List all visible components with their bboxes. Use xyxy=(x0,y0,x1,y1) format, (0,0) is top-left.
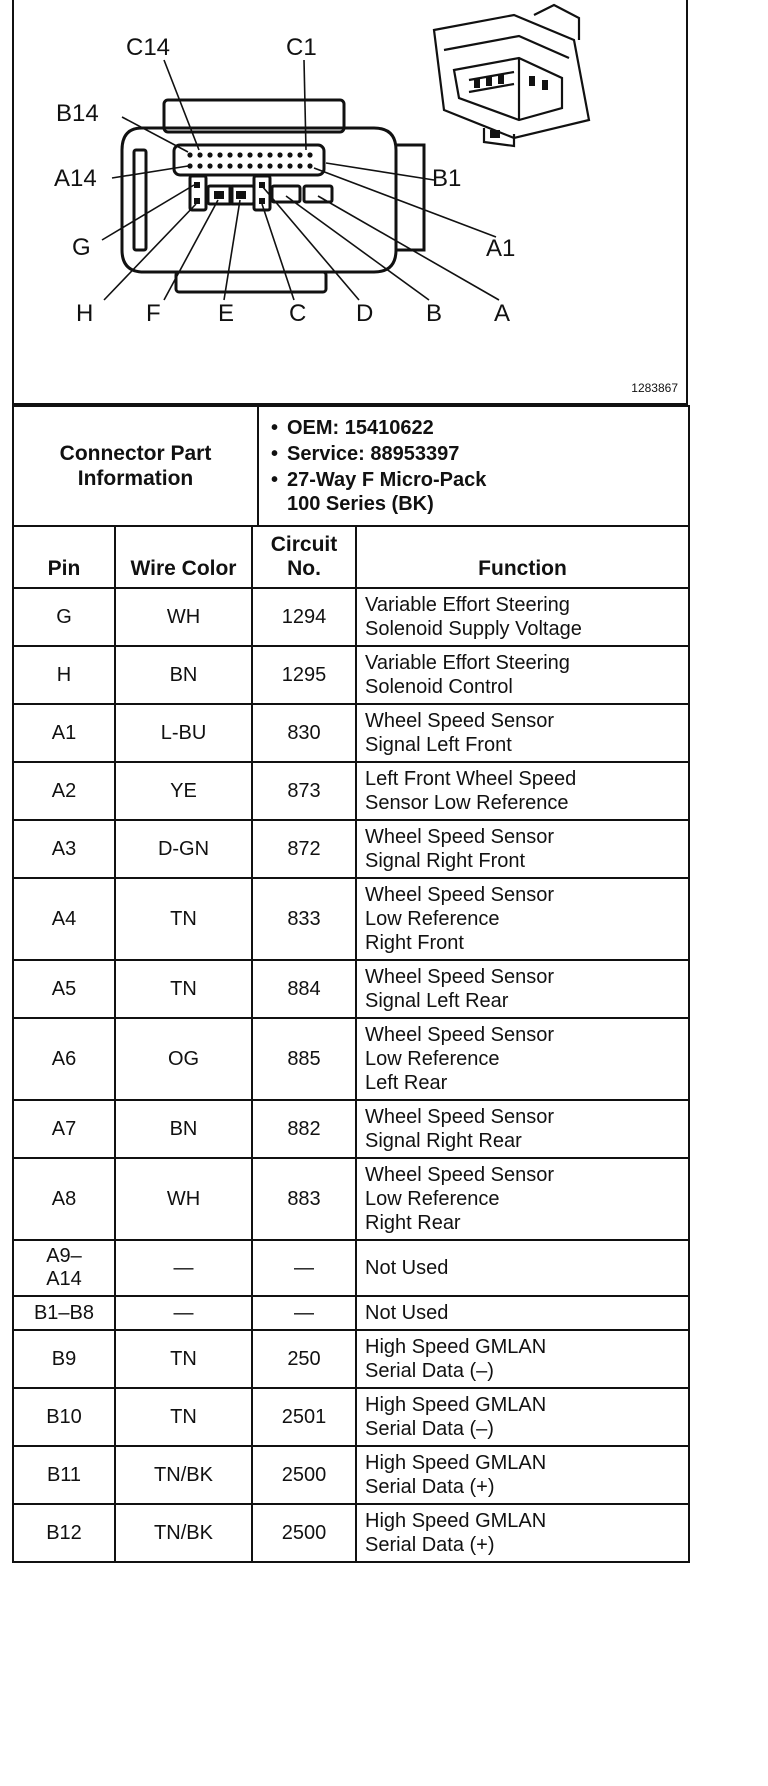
pin-cell: A8 xyxy=(13,1158,115,1240)
circuit-cell: — xyxy=(252,1240,356,1296)
connector-info-item xyxy=(269,468,678,516)
label-g: G xyxy=(72,234,91,261)
connector-figure xyxy=(12,0,688,405)
function-cell: Left Front Wheel Speed Sensor Low Reference xyxy=(356,762,689,820)
wire-color-cell: WH xyxy=(115,1158,252,1240)
function-cell: High Speed GMLAN Serial Data (+) xyxy=(356,1446,689,1504)
pin-cell: B1–B8 xyxy=(13,1296,115,1330)
table-row xyxy=(13,1504,689,1562)
function-cell: High Speed GMLAN Serial Data (–) xyxy=(356,1388,689,1446)
table-row xyxy=(13,1018,689,1100)
connector-info-label xyxy=(13,406,258,526)
function-cell: High Speed GMLAN Serial Data (+) xyxy=(356,1504,689,1562)
pin-cell: A5 xyxy=(13,960,115,1018)
function-cell: Not Used xyxy=(356,1240,689,1296)
wire-color-cell: — xyxy=(115,1296,252,1330)
connector-info-label-line1: Connector Part xyxy=(59,442,212,465)
label-c1: C1 xyxy=(286,34,317,61)
wire-color-cell: TN xyxy=(115,1388,252,1446)
function-cell: Variable Effort Steering Solenoid Supply Voltage xyxy=(356,588,689,646)
pin-cell: A4 xyxy=(13,878,115,960)
table-row xyxy=(13,820,689,878)
circuit-cell: 873 xyxy=(252,762,356,820)
circuit-cell: 2500 xyxy=(252,1504,356,1562)
pin-cell: H xyxy=(13,646,115,704)
table-row xyxy=(13,762,689,820)
label-a1: A1 xyxy=(486,235,516,262)
pin-cell: A9– A14 xyxy=(13,1240,115,1296)
wire-color-cell: L-BU xyxy=(115,704,252,762)
table-row xyxy=(13,1330,689,1388)
connector-info-item: • OEM: 15410622 xyxy=(269,416,678,440)
header-circuit-line1: Circuit xyxy=(270,533,338,556)
connector-info-item-line1: 27-Way F Micro-Pack xyxy=(287,469,487,491)
pin-cell: A1 xyxy=(13,704,115,762)
connector-info-list xyxy=(258,406,689,526)
table-row xyxy=(13,1158,689,1240)
header-wire-color: Wire Color xyxy=(115,526,252,588)
connector-info-table xyxy=(12,405,690,527)
label-c14: C14 xyxy=(126,34,171,61)
table-row xyxy=(13,1100,689,1158)
table-row xyxy=(13,1446,689,1504)
wire-color-cell: TN/BK xyxy=(115,1504,252,1562)
pin-cell: B11 xyxy=(13,1446,115,1504)
circuit-cell: 885 xyxy=(252,1018,356,1100)
table-row xyxy=(13,1240,689,1296)
function-cell: Wheel Speed Sensor Signal Left Front xyxy=(356,704,689,762)
function-cell: Wheel Speed Sensor Low Reference Right Front xyxy=(356,878,689,960)
table-row xyxy=(13,704,689,762)
label-e: E xyxy=(218,300,235,327)
pin-cell: A3 xyxy=(13,820,115,878)
wire-color-cell: — xyxy=(115,1240,252,1296)
function-cell: Variable Effort Steering Solenoid Control xyxy=(356,646,689,704)
circuit-cell: 830 xyxy=(252,704,356,762)
circuit-cell: 883 xyxy=(252,1158,356,1240)
circuit-cell: 250 xyxy=(252,1330,356,1388)
connector-info-item-line2: 100 Series (BK) xyxy=(287,493,434,515)
figure-id: 1283867 xyxy=(631,381,678,395)
wire-color-cell: OG xyxy=(115,1018,252,1100)
label-b: B xyxy=(426,300,443,327)
connector-info-label-line2: Information xyxy=(77,467,194,490)
circuit-cell: 2500 xyxy=(252,1446,356,1504)
pin-cell: B10 xyxy=(13,1388,115,1446)
circuit-cell: 2501 xyxy=(252,1388,356,1446)
wire-color-cell: YE xyxy=(115,762,252,820)
function-cell: Wheel Speed Sensor Signal Right Rear xyxy=(356,1100,689,1158)
table-row xyxy=(13,960,689,1018)
function-cell: Wheel Speed Sensor Low Reference Left Rear xyxy=(356,1018,689,1100)
function-cell: Wheel Speed Sensor Signal Right Front xyxy=(356,820,689,878)
label-b14: B14 xyxy=(56,100,99,127)
label-d: D xyxy=(356,300,374,327)
header-function: Function xyxy=(356,526,689,588)
header-pin: Pin xyxy=(13,526,115,588)
pin-cell: A7 xyxy=(13,1100,115,1158)
function-cell: High Speed GMLAN Serial Data (–) xyxy=(356,1330,689,1388)
circuit-cell: 872 xyxy=(252,820,356,878)
wire-color-cell: D-GN xyxy=(115,820,252,878)
circuit-cell: 1295 xyxy=(252,646,356,704)
circuit-cell: 882 xyxy=(252,1100,356,1158)
table-row xyxy=(13,646,689,704)
pinout-table xyxy=(12,525,690,1563)
circuit-cell: 884 xyxy=(252,960,356,1018)
label-b1: B1 xyxy=(432,165,462,192)
function-cell: Not Used xyxy=(356,1296,689,1330)
wire-color-cell: WH xyxy=(115,588,252,646)
table-row xyxy=(13,1296,689,1330)
label-h: H xyxy=(76,300,94,327)
function-cell: Wheel Speed Sensor Low Reference Right Rear xyxy=(356,1158,689,1240)
connector-document xyxy=(12,0,688,1563)
pin-cell: G xyxy=(13,588,115,646)
wire-color-cell: TN xyxy=(115,960,252,1018)
pin-cell: A2 xyxy=(13,762,115,820)
pin-cell: B9 xyxy=(13,1330,115,1388)
wire-color-cell: TN/BK xyxy=(115,1446,252,1504)
pin-cell: A6 xyxy=(13,1018,115,1100)
wire-color-cell: TN xyxy=(115,1330,252,1388)
label-c: C xyxy=(289,300,307,327)
table-row xyxy=(13,878,689,960)
pin-cell: B12 xyxy=(13,1504,115,1562)
wire-color-cell: BN xyxy=(115,646,252,704)
function-cell: Wheel Speed Sensor Signal Left Rear xyxy=(356,960,689,1018)
wire-color-cell: TN xyxy=(115,878,252,960)
connector-diagram xyxy=(14,0,690,405)
label-a14: A14 xyxy=(54,165,97,192)
table-row xyxy=(13,1388,689,1446)
circuit-cell: 1294 xyxy=(252,588,356,646)
table-row xyxy=(13,588,689,646)
circuit-cell: 833 xyxy=(252,878,356,960)
header-circuit-line2: No. xyxy=(287,557,321,580)
label-f: F xyxy=(146,300,161,327)
wire-color-cell: BN xyxy=(115,1100,252,1158)
label-a: A xyxy=(494,300,511,327)
connector-info-item: • Service: 88953397 xyxy=(269,442,678,466)
circuit-cell: — xyxy=(252,1296,356,1330)
header-circuit-no xyxy=(252,526,356,588)
